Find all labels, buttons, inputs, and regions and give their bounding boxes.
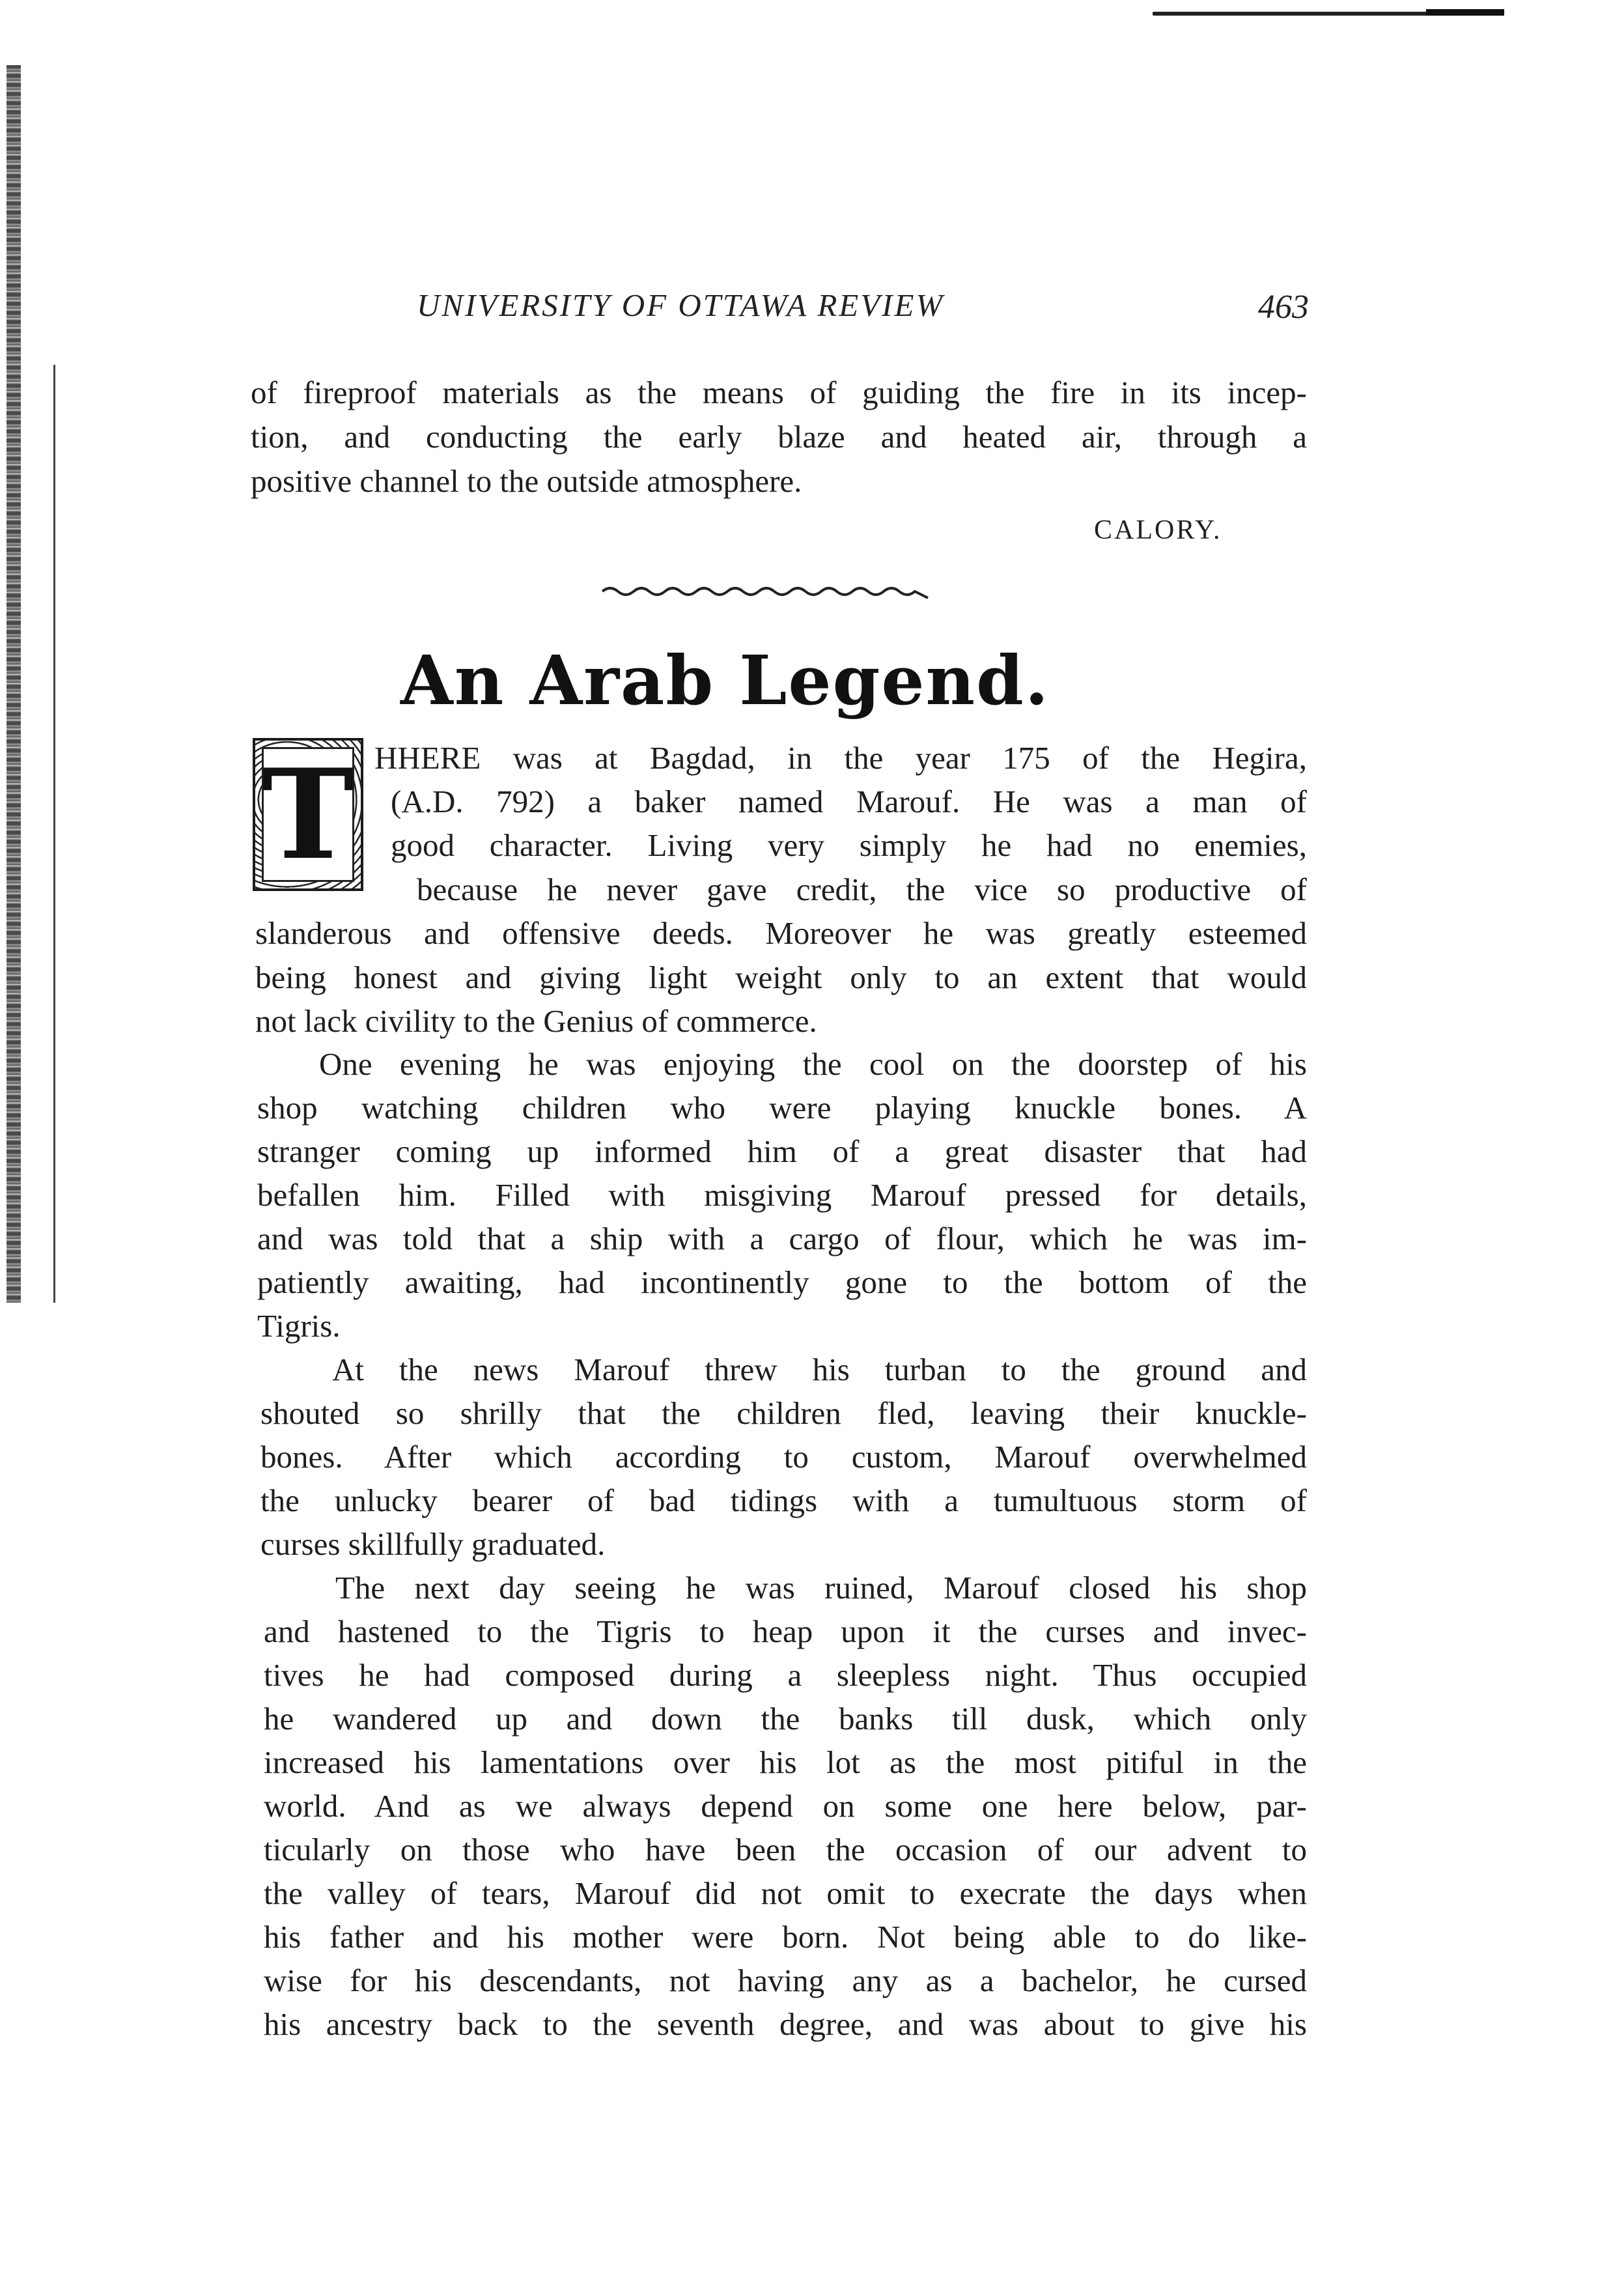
text-line: stranger coming up informed him of a great disaster that had: [257, 1133, 1307, 1169]
text-line: shop watching children who were playing knuckle bones. A: [257, 1090, 1307, 1126]
text-line: Tigris.: [257, 1308, 341, 1344]
text-line: slanderous and offensive deeds. Moreover he was greatly esteemed: [255, 915, 1307, 951]
section-divider: [599, 580, 938, 603]
page-header: [260, 287, 1328, 332]
text-line: increased his lamentations over his lot as the most pitiful in the: [264, 1744, 1307, 1780]
text-line: At the news Marouf threw his turban to the ground and: [332, 1352, 1307, 1387]
ornamental-drop-cap: [253, 738, 363, 891]
text-line: ticularly on those who have been the occasion of our advent to: [264, 1832, 1307, 1867]
text-line: world. And as we always depend on some one here below, par-: [264, 1788, 1307, 1824]
scan-binding-edge: [7, 65, 21, 1303]
text-line: and was told that a ship with a cargo of flour, which he was im-: [257, 1221, 1307, 1256]
text-line: befallen him. Filled with misgiving Marouf pressed for details,: [257, 1177, 1307, 1213]
running-title: UNIVERSITY OF OTTAWA REVIEW: [417, 287, 945, 323]
article-title: An Arab Legend.: [400, 640, 1050, 720]
author-signature: CALORY.: [1094, 515, 1222, 545]
text-line: his ancestry back to the seventh degree, and was about to give his: [264, 2006, 1307, 2042]
text-line: patiently awaiting, had incontinently gone to the bottom of the: [257, 1264, 1307, 1300]
text-line: (A.D. 792) a baker named Marouf. He was a man of: [391, 784, 1307, 819]
scan-top-rule: [1153, 12, 1504, 16]
text-line: HHERE was at Bagdad, in the year 175 of the Hegira,: [374, 740, 1307, 776]
text-line: One evening he was enjoying the cool on the doorstep of his: [319, 1046, 1307, 1082]
text-line: of fireproof materials as the means of guiding the fire in its incep-: [251, 375, 1307, 410]
drop-cap-letter: T: [262, 741, 354, 887]
text-line: bones. After which according to custom, Marouf overwhelmed: [260, 1439, 1307, 1475]
text-line: wise for his descendants, not having any as a bachelor, he cursed: [264, 1963, 1307, 1998]
text-line: positive channel to the outside atmosphere.: [251, 463, 802, 499]
text-line: his father and his mother were born. Not being able to do like-: [264, 1919, 1307, 1955]
text-line: the unlucky bearer of bad tidings with a tumultuous storm of: [260, 1482, 1307, 1518]
text-line: tion, and conducting the early blaze and heated air, through a: [251, 419, 1307, 455]
text-line: the valley of tears, Marouf did not omit to execrate the days when: [264, 1875, 1307, 1911]
text-line: shouted so shrilly that the children fled, leaving their knuckle-: [260, 1395, 1307, 1431]
text-line: good character. Living very simply he had no enemies,: [391, 827, 1307, 863]
scan-margin-line: [53, 365, 55, 1303]
text-line: tives he had composed during a sleepless night. Thus occupied: [264, 1657, 1307, 1693]
text-line: and hastened to the Tigris to heap upon it the curses and invec-: [264, 1613, 1307, 1649]
text-line: being honest and giving light weight only to an extent that would: [255, 959, 1307, 995]
page-number: 463: [1258, 289, 1309, 326]
text-line: because he never gave credit, the vice so productive of: [417, 872, 1307, 907]
text-line: he wandered up and down the banks till dusk, which only: [264, 1701, 1307, 1736]
text-line: not lack civility to the Genius of commerce.: [255, 1003, 817, 1039]
text-line: The next day seeing he was ruined, Marouf closed his shop: [335, 1570, 1307, 1606]
text-line: curses skillfully graduated.: [260, 1526, 606, 1562]
